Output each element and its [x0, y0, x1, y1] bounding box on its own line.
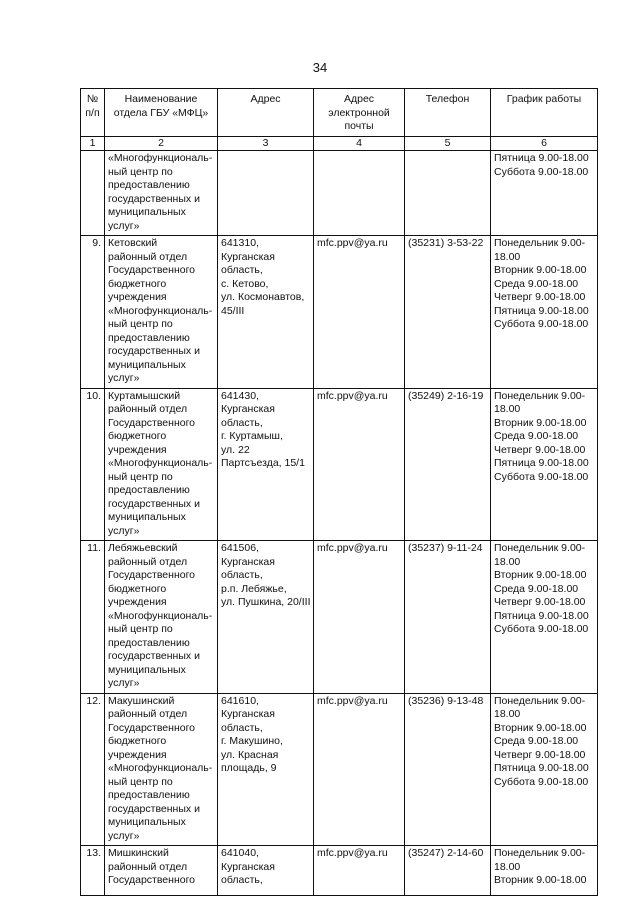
cell-line: График работы	[506, 93, 582, 105]
cell-line: Суббота 9.00-18.00	[494, 165, 589, 178]
department-name	[105, 846, 218, 896]
department-address	[218, 236, 314, 389]
cell-line: районный отдел	[108, 708, 188, 720]
department-schedule	[491, 693, 598, 846]
department-name	[105, 236, 218, 389]
cell-line: 45/III	[221, 304, 245, 317]
cell-line: Государственного	[108, 264, 196, 276]
cell-line: Четверг 9.00-18.00	[494, 748, 586, 761]
cell-line: Суббота 9.00-18.00	[494, 775, 589, 788]
cell-line: учреждения	[108, 748, 167, 761]
cell-line: предоставлению	[108, 636, 190, 649]
cell-line: электронной	[328, 106, 390, 119]
cell-line: муниципальных	[108, 511, 186, 523]
department-email: mfc.ppv@ya.ru	[314, 693, 405, 846]
department-schedule	[491, 541, 598, 694]
cell-line: Государственного	[108, 721, 196, 734]
cell-line: Среда 9.00-18.00	[494, 430, 579, 442]
row-number: 13.	[81, 846, 105, 896]
page-number: 34	[312, 60, 328, 75]
cell-line: Телефон	[425, 93, 470, 105]
table-row	[81, 541, 598, 694]
cell-line: Среда 9.00-18.00	[494, 735, 579, 747]
cell-line: Курганская	[221, 555, 275, 568]
column-number: 5	[405, 136, 491, 151]
cell-line: услуг»	[108, 372, 140, 384]
cell-line: 18.00	[494, 860, 521, 873]
cell-line: Понедельник 9.00-	[494, 237, 586, 249]
department-address	[218, 693, 314, 846]
cell-line: «Многофункциональ-	[108, 609, 213, 622]
cell-line: районный отдел	[108, 403, 188, 415]
cell-line: Понедельник 9.00-	[494, 542, 586, 554]
cell-line: Кетовский	[108, 237, 158, 249]
cell-line: Суббота 9.00-18.00	[494, 470, 589, 483]
cell-line: Куртамышский	[108, 389, 181, 402]
department-phone: (35231) 3-53-22	[405, 236, 491, 389]
cell-line: ул. 22	[221, 443, 250, 456]
cell-line: Макушинский	[108, 694, 175, 707]
department-address	[218, 388, 314, 541]
cell-line: 641610,	[221, 694, 259, 707]
cell-line: 641310,	[221, 237, 259, 249]
cell-line: «Многофункциональ-	[108, 457, 213, 469]
cell-line: Адрес	[343, 93, 375, 105]
department-address	[218, 846, 314, 896]
cell-line: Адрес	[250, 93, 281, 105]
cell-line: Пятница 9.00-18.00	[494, 152, 589, 164]
cell-line: государственных и	[108, 650, 200, 662]
cell-line: районный отдел	[108, 555, 188, 568]
cell-line: ный центр по	[108, 165, 173, 178]
cell-line: с. Кетово,	[221, 277, 269, 290]
cell-line: «Многофункциональ-	[108, 152, 213, 164]
cell-line: Четверг 9.00-18.00	[494, 596, 586, 608]
cell-line: муниципальных	[108, 663, 186, 676]
cell-line: Четверг 9.00-18.00	[494, 291, 586, 303]
cell-line: Понедельник 9.00-	[494, 694, 586, 707]
department-phone: (35236) 9-13-48	[405, 693, 491, 846]
department-phone: (35247) 2-14-60	[405, 846, 491, 896]
cell-line: ный центр по	[108, 623, 173, 635]
cell-line: бюджетного	[108, 735, 167, 747]
table-row	[81, 388, 598, 541]
cell-line: отдела ГБУ «МФЦ»	[113, 106, 209, 119]
cell-line: услуг»	[108, 219, 140, 232]
table-row	[81, 693, 598, 846]
cell-line: 18.00	[494, 708, 521, 720]
table-row	[81, 151, 598, 236]
header-schedule	[491, 89, 598, 137]
cell-line: Вторник 9.00-18.00	[494, 721, 587, 734]
cell-line: Партсъезда, 15/1	[221, 457, 305, 469]
department-schedule	[491, 236, 598, 389]
cell-line: почты	[344, 120, 374, 132]
department-schedule	[491, 151, 598, 236]
table-row	[81, 236, 598, 389]
department-email: mfc.ppv@ya.ru	[314, 846, 405, 896]
cell-line: ный центр по	[108, 318, 173, 330]
cell-line: Государственного	[108, 874, 196, 886]
cell-line: область,	[221, 721, 263, 734]
department-address	[218, 151, 314, 236]
cell-line: учреждения	[108, 443, 167, 456]
department-phone	[405, 151, 491, 236]
mfc-departments-table	[80, 88, 598, 896]
department-phone: (35237) 9-11-24	[405, 541, 491, 694]
cell-line: государственных и	[108, 802, 200, 815]
cell-line: ул. Космонавтов,	[221, 291, 305, 303]
cell-line: муниципальных	[108, 358, 186, 371]
cell-line: область,	[221, 416, 263, 429]
header-name	[105, 89, 218, 137]
cell-line: Суббота 9.00-18.00	[494, 623, 589, 635]
cell-line: Четверг 9.00-18.00	[494, 443, 586, 456]
cell-line: п/п	[85, 106, 100, 119]
department-email: mfc.ppv@ya.ru	[314, 388, 405, 541]
cell-line: «Многофункциональ-	[108, 304, 213, 317]
cell-line: площадь, 9	[221, 762, 277, 774]
row-number: 12.	[81, 693, 105, 846]
header-no	[81, 89, 105, 137]
cell-line: Среда 9.00-18.00	[494, 277, 579, 290]
cell-line: Пятница 9.00-18.00	[494, 609, 589, 622]
department-email	[314, 151, 405, 236]
cell-line: №	[86, 93, 99, 105]
cell-line: 18.00	[494, 403, 521, 415]
header-phone	[405, 89, 491, 137]
cell-line: Государственного	[108, 416, 196, 429]
cell-line: Вторник 9.00-18.00	[494, 569, 587, 581]
cell-line: бюджетного	[108, 277, 167, 290]
department-name	[105, 388, 218, 541]
cell-line: Пятница 9.00-18.00	[494, 304, 589, 317]
cell-line: Среда 9.00-18.00	[494, 582, 579, 595]
cell-line: «Многофункциональ-	[108, 762, 213, 774]
department-address	[218, 541, 314, 694]
department-phone: (35249) 2-16-19	[405, 388, 491, 541]
department-schedule	[491, 388, 598, 541]
cell-line: область,	[221, 264, 263, 276]
cell-line: услуг»	[108, 677, 140, 689]
cell-line: бюджетного	[108, 430, 167, 442]
cell-line: Курганская	[221, 860, 275, 873]
cell-line: г. Куртамыш,	[221, 430, 283, 442]
cell-line: 641506,	[221, 542, 259, 554]
department-name	[105, 541, 218, 694]
column-number: 2	[105, 136, 218, 151]
cell-line: Наименование	[124, 93, 198, 105]
cell-line: 641040,	[221, 847, 259, 859]
cell-line: муниципальных	[108, 816, 186, 828]
cell-line: 18.00	[494, 250, 521, 263]
cell-line: предоставлению	[108, 484, 190, 496]
header-address	[218, 89, 314, 137]
cell-line: предоставлению	[108, 789, 190, 801]
cell-line: государственных и	[108, 345, 200, 357]
cell-line: Суббота 9.00-18.00	[494, 318, 589, 330]
table-header-row	[81, 89, 598, 137]
cell-line: Лебяжьевский	[108, 542, 178, 554]
cell-line: Пятница 9.00-18.00	[494, 762, 589, 774]
cell-line: районный отдел	[108, 860, 188, 873]
column-number: 4	[314, 136, 405, 151]
table-row	[81, 846, 598, 896]
cell-line: Вторник 9.00-18.00	[494, 874, 587, 886]
cell-line: ный центр по	[108, 470, 173, 483]
cell-line: ул. Пушкина, 20/III	[221, 596, 311, 608]
cell-line: Мишкинский	[108, 847, 169, 859]
column-number: 3	[218, 136, 314, 151]
cell-line: предоставлению	[108, 179, 190, 191]
cell-line: учреждения	[108, 596, 167, 608]
cell-line: районный отдел	[108, 250, 188, 263]
cell-line: г. Макушино,	[221, 735, 283, 747]
cell-line: Курганская	[221, 403, 275, 415]
column-number: 6	[491, 136, 598, 151]
department-email: mfc.ppv@ya.ru	[314, 541, 405, 694]
row-number: 9.	[81, 236, 105, 389]
row-number	[81, 151, 105, 236]
cell-line: ный центр по	[108, 775, 173, 788]
cell-line: область,	[221, 874, 263, 886]
cell-line: предоставлению	[108, 331, 190, 344]
header-email	[314, 89, 405, 137]
cell-line: р.п. Лебяжье,	[221, 582, 287, 595]
cell-line: Пятница 9.00-18.00	[494, 457, 589, 469]
cell-line: Вторник 9.00-18.00	[494, 416, 587, 429]
cell-line: учреждения	[108, 291, 167, 303]
cell-line: Вторник 9.00-18.00	[494, 264, 587, 276]
cell-line: услуг»	[108, 829, 140, 842]
department-name	[105, 693, 218, 846]
cell-line: 18.00	[494, 555, 521, 568]
cell-line: Курганская	[221, 250, 275, 263]
department-name	[105, 151, 218, 236]
cell-line: 641430,	[221, 389, 259, 402]
cell-line: область,	[221, 569, 263, 581]
cell-line: государственных и	[108, 192, 200, 205]
column-numbers-row	[81, 136, 598, 151]
cell-line: Государственного	[108, 569, 196, 581]
row-number: 11.	[81, 541, 105, 694]
column-number: 1	[81, 136, 105, 151]
cell-line: услуг»	[108, 524, 140, 537]
row-number: 10.	[81, 388, 105, 541]
cell-line: ул. Красная	[221, 748, 279, 761]
cell-line: Понедельник 9.00-	[494, 847, 586, 859]
department-schedule	[491, 846, 598, 896]
cell-line: муниципальных	[108, 206, 186, 218]
cell-line: Понедельник 9.00-	[494, 389, 586, 402]
department-email: mfc.ppv@ya.ru	[314, 236, 405, 389]
cell-line: государственных и	[108, 497, 200, 510]
cell-line: Курганская	[221, 708, 275, 720]
cell-line: бюджетного	[108, 582, 167, 595]
